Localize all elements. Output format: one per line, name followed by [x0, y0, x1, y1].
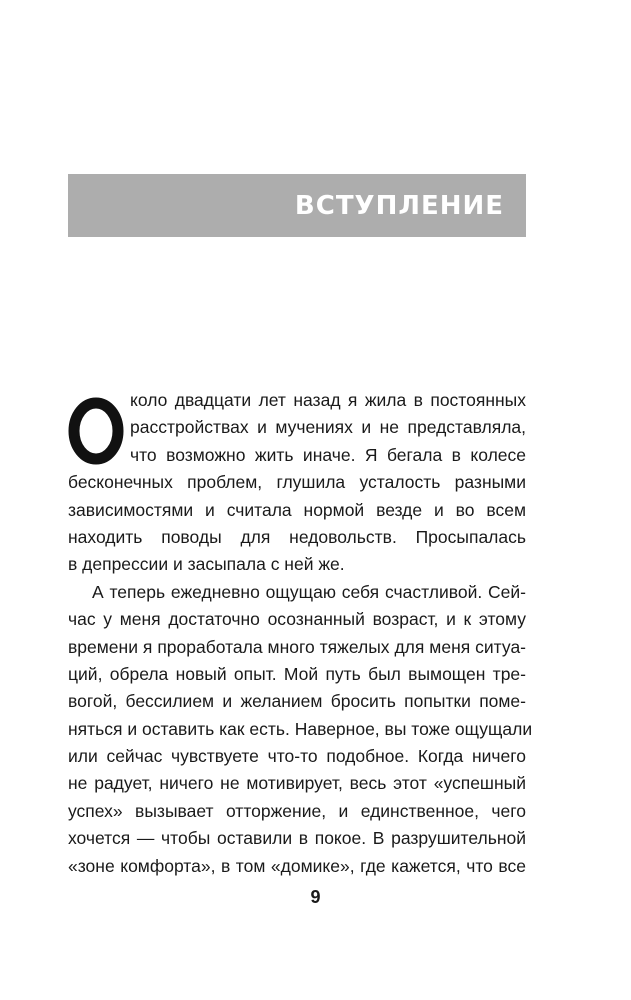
- paragraph-2: [68, 579, 533, 880]
- text-line: няться и оставить как есть. Наверное, вы тоже ощущали: [68, 718, 533, 739]
- text-line: вогой, бессилием и желанием бросить попытки поме-: [68, 691, 526, 712]
- text-line: находить поводы для недовольств. Просыпалась: [68, 526, 526, 547]
- text-line: «зоне комфорта», в том «домике», где кажется, что все: [68, 855, 526, 876]
- text-line: хочется — чтобы оставили в покое. В разрушительной: [68, 828, 526, 849]
- chapter-banner: [68, 174, 526, 237]
- text-line: час у меня достаточно осознанный возраст, и к этому: [68, 609, 526, 630]
- text-line: расстройствах и мучениях и не представляла,: [130, 417, 526, 438]
- text-line: ций, обрела новый опыт. Мой путь был вымощен тре-: [68, 663, 526, 684]
- text-line: успех» вызывает отторжение, и единственное, чего: [68, 800, 526, 821]
- text-line: что возможно жить иначе. Я бегала в колесе: [130, 444, 526, 465]
- text-line: бесконечных проблем, глушила усталость разными: [68, 472, 526, 493]
- dropcap-letter: [68, 395, 124, 467]
- text-line: в депрессии и засыпала с ней же.: [68, 554, 345, 575]
- text-line: А теперь ежедневно ощущаю себя счастливой. Сей-: [92, 581, 526, 602]
- page-number: 9: [310, 887, 321, 907]
- text-line: коло двадцати лет назад я жила в постоянных: [130, 390, 526, 410]
- paragraph-1: [68, 387, 526, 579]
- body-text: [68, 387, 533, 880]
- text-line: или сейчас чувствуете что-то подобное. Когда ничего: [68, 746, 526, 767]
- text-line: не радует, ничего не мотивирует, весь этот «успешный: [68, 773, 526, 794]
- text-line: зависимостями и считала нормой везде и во всем: [68, 499, 526, 520]
- chapter-title: ВСТУПЛЕНИЕ: [294, 190, 504, 221]
- text-line: времени я проработала много тяжелых для меня ситуа-: [68, 636, 526, 657]
